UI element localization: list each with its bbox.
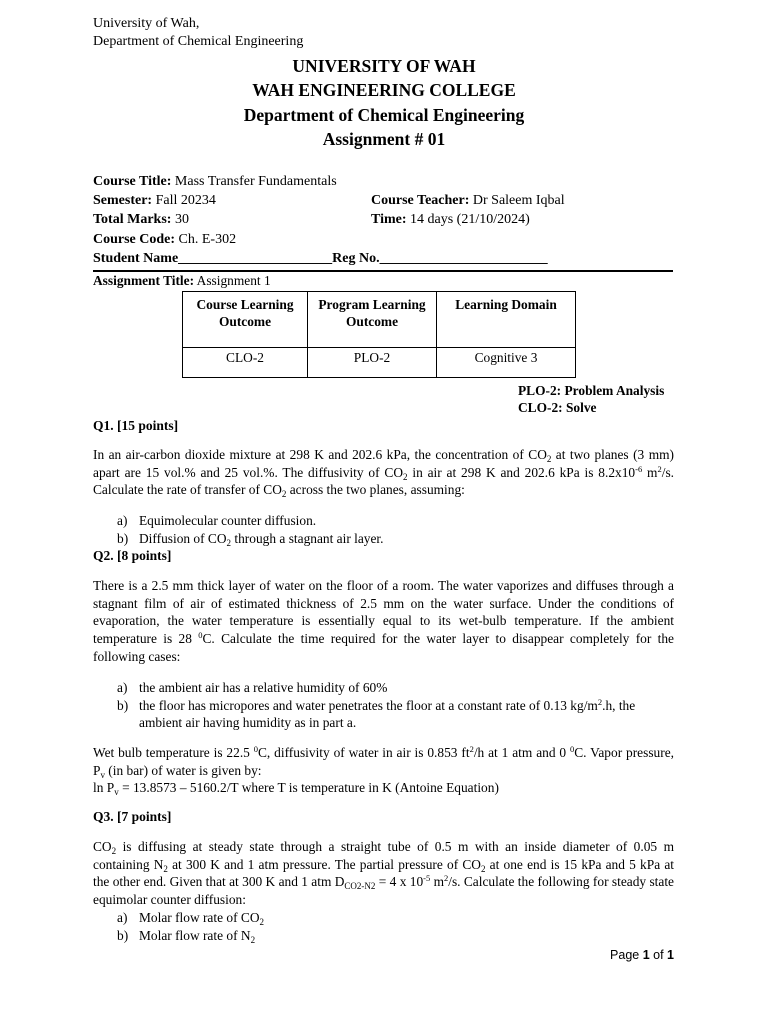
divider-line [93, 270, 673, 272]
q2-data: Wet bulb temperature is 22.5 $^0$C, diffusivity of water in air is 0.853 $ft^2/h$ at 1 atm and 0 $^0$C. Vapor pressure, $P_v$ (in bar) of water is given by: $\ln P_v = 13.8573 - 5160.2/T$ where T is temperature in K (Antoine Equation) [93, 744, 674, 798]
assignment-title [93, 273, 271, 289]
title-college: WAH ENGINEERING COLLEGE [252, 80, 516, 100]
q1-text: In an air-carbon dioxide mixture at 298 K and 202.6 kPa, the concentration of $CO_2$ at two planes (3 mm) apart are 15 vol.% and 25 vol.%. The diffusivity of $CO_2$ in air at 298 K and 202.6 kPa is $8.2x10^{-6}$ $m^2/s$. Calculate the rate of transfer of $CO_2$ across the two planes, assuming: [93, 447, 674, 500]
semester-value: Fall 20234 [155, 193, 216, 208]
list-item: a) the ambient air has a relative humidity of 60% [117, 680, 388, 695]
page-number [610, 948, 674, 962]
table-row [183, 348, 576, 378]
q3-heading: Q3. [7 points] [93, 809, 172, 824]
code-label: Course Code: [93, 232, 176, 247]
q3-options [117, 909, 264, 944]
q1-heading: Q1. [15 points] [93, 418, 179, 433]
table-cell-clo: CLO-2 [183, 348, 308, 378]
title-department: Department of Chemical Engineering [243, 105, 525, 125]
learning-outcome-table [182, 291, 576, 378]
semester [93, 193, 216, 209]
student-name-field [93, 251, 548, 267]
q2-option-b: the floor has micropores and water penetrates the floor at a constant rate of 0.13 $kg/m^2.h$, the ambient air having humidity as in part a. [139, 696, 636, 731]
list-item: b) Diffusion of $CO_2$ through a stagnant air layer. [117, 530, 384, 548]
reg-no-label: Reg No.________________________ [332, 251, 548, 266]
marks-label: Total Marks: [93, 212, 172, 227]
course-title-value: Mass Transfer Fundamentals [174, 174, 337, 189]
q1-option-a: Equimolecular counter diffusion. [139, 513, 317, 528]
table-header-plo: Program Learning Outcome [308, 292, 437, 348]
table-header-domain: Learning Domain [437, 292, 576, 348]
title-assignment: Assignment # 01 [322, 129, 446, 149]
marks-value: 30 [174, 212, 189, 227]
course-teacher [371, 193, 565, 209]
course-title [93, 174, 337, 190]
q3-option-a: Molar flow rate of $CO_2$ [139, 910, 264, 927]
q1-option-b: Diffusion of $CO_2$ through a stagnant air layer. [139, 530, 384, 548]
page-current: 1 [642, 948, 650, 962]
code-value: Ch. E-302 [178, 232, 237, 247]
assignment-title-label: Assignment Title: [93, 273, 195, 288]
teacher-value: Dr Saleem Iqbal [472, 193, 565, 208]
q2-text: There is a 2.5 mm thick layer of water on the floor of a room. The water vaporizes and diffuses through a stagnant film of air of estimated thickness of 2.5 mm on the water surface. Under the conditions of evaporation, the water temperature is essentially equal to its wet-bulb temperature. If the ambient temperature is 28 $^0$C. Calculate the time required for the water layer to disappear completely for the following cases: [93, 578, 674, 664]
page-prefix: Page [610, 948, 643, 962]
teacher-label: Course Teacher: [371, 193, 470, 208]
list-item: a) Molar flow rate of $CO_2$ [117, 910, 264, 927]
time-value: 14 days (21/10/2024) [410, 212, 530, 227]
total-marks [93, 212, 189, 228]
q1-options [117, 512, 384, 547]
assignment-title-value: Assignment 1 [196, 273, 271, 288]
q3-text: $CO_2$ is diffusing at steady state through a straight tube of 0.5 m with an inside diameter of 0.05 m containing $N_2$ at 300 K and 1 atm pressure. The partial pressure of $CO_2$ at one end is 15 kPa and 5 kPa at the other end. Given that at 300 K and 1 atm $D_{CO2-N2} = 4$ x $10^{-5}$ $m^2/s$. Calculate the following for steady state equimolar counter diffusion: [93, 839, 674, 908]
time-label: Time: [371, 212, 407, 227]
time-allowed [371, 212, 530, 228]
student-name-label: Student Name______________________ [93, 251, 333, 266]
plo-statement: PLO-2: Problem Analysis [518, 383, 665, 398]
table-header-clo: Course Learning Outcome [183, 292, 308, 348]
page-of: of [649, 948, 668, 962]
list-item: b) the floor has micropores and water penetrates the floor at a constant rate of 0.13 $kg/m^2.h$, the ambient air having humidity as in part a. [117, 696, 636, 731]
list-item: a) Equimolecular counter diffusion. [117, 513, 317, 528]
clo-statement: CLO-2: Solve [518, 400, 597, 415]
header-department: Department of Chemical Engineering [93, 34, 304, 49]
q2-option-a: the ambient air has a relative humidity of 60% [139, 680, 388, 695]
semester-label: Semester: [93, 193, 153, 208]
table-cell-domain: Cognitive 3 [437, 348, 576, 378]
q2-heading: Q2. [8 points] [93, 548, 172, 563]
table-header-row [183, 292, 576, 348]
list-item: b) Molar flow rate of $N_2$ [117, 927, 256, 945]
table-cell-plo: PLO-2 [308, 348, 437, 378]
header-university: University of Wah, [93, 16, 200, 31]
title-university: UNIVERSITY OF WAH [292, 56, 476, 76]
course-title-label: Course Title: [93, 174, 172, 189]
q3-option-b: Molar flow rate of $N_2$ [139, 927, 256, 945]
q2-options [117, 679, 677, 732]
course-code [93, 232, 236, 248]
page-total: 1 [667, 948, 674, 962]
